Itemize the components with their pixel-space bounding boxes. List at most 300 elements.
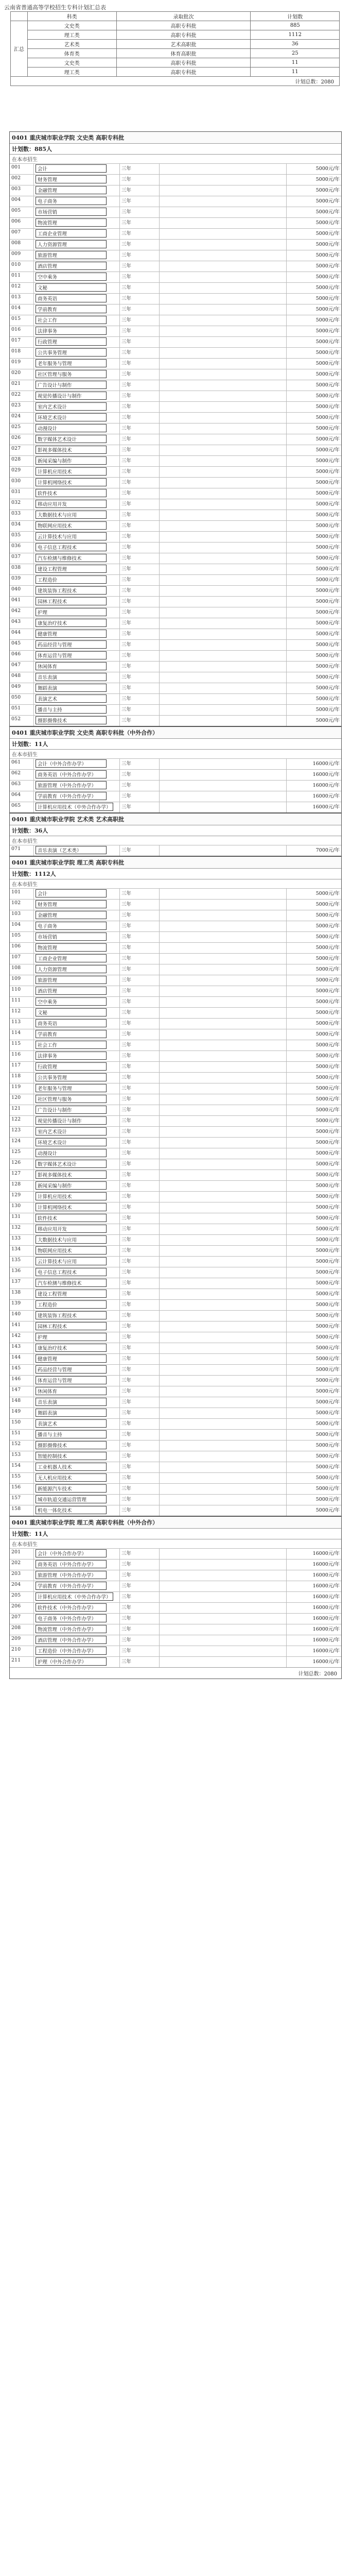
major-name-cell — [34, 1321, 120, 1332]
table-row — [10, 1170, 341, 1181]
table-row — [10, 921, 341, 932]
majors-table — [10, 845, 341, 856]
major-name: 移动应用开发 — [36, 1225, 107, 1233]
table-row — [10, 1419, 341, 1430]
major-name-cell — [34, 272, 120, 283]
major-name-cell — [34, 1549, 120, 1560]
table-row — [10, 1083, 341, 1094]
major-name-cell — [34, 1289, 120, 1300]
major-fee: 5000元/年 — [287, 348, 342, 359]
major-code: 050 — [10, 694, 34, 705]
major-note — [160, 1192, 287, 1202]
major-name: 社区管理与服务 — [36, 370, 107, 378]
major-name-cell — [34, 402, 120, 413]
major-fee: 5000元/年 — [287, 1138, 342, 1148]
summary-count: 885 — [251, 21, 340, 30]
major-years: 三年 — [120, 240, 160, 250]
major-years: 三年 — [120, 672, 160, 683]
major-note — [160, 1083, 287, 1094]
table-row — [10, 1105, 341, 1116]
major-fee: 5000元/年 — [287, 1386, 342, 1397]
major-years: 三年 — [120, 683, 160, 694]
major-fee: 5000元/年 — [287, 175, 342, 185]
major-code: 125 — [10, 1148, 34, 1159]
major-code: 152 — [10, 1440, 34, 1451]
major-name-cell — [34, 1192, 120, 1202]
summary-row — [11, 49, 340, 58]
major-note — [160, 1505, 287, 1516]
table-row — [10, 1657, 341, 1668]
major-years: 三年 — [120, 759, 160, 770]
major-fee: 5000元/年 — [287, 359, 342, 369]
major-note — [160, 337, 287, 348]
major-years: 三年 — [120, 413, 160, 423]
major-name: 园林工程技术 — [36, 1322, 107, 1330]
major-years: 三年 — [120, 1116, 160, 1127]
major-fee: 16000元/年 — [287, 1614, 342, 1624]
major-name: 旅游管理 — [36, 251, 107, 259]
major-code: 130 — [10, 1202, 34, 1213]
major-note — [160, 770, 287, 781]
major-name-cell — [34, 1614, 120, 1624]
major-code: 027 — [10, 445, 34, 456]
major-note — [160, 1062, 287, 1073]
major-name: 电子信息工程技术 — [36, 543, 107, 551]
major-code: 024 — [10, 413, 34, 423]
major-note — [160, 1430, 287, 1440]
major-note — [160, 889, 287, 900]
major-note — [160, 1419, 287, 1430]
major-name: 电子商务 — [36, 922, 107, 930]
major-code: 115 — [10, 1040, 34, 1051]
major-years: 三年 — [120, 1451, 160, 1462]
major-name: 学前教育（中外合作办学） — [36, 1582, 107, 1590]
major-note — [160, 932, 287, 943]
section-plan-count: 计划数：885人 — [10, 143, 341, 154]
major-name-cell — [34, 1235, 120, 1246]
major-years: 三年 — [120, 218, 160, 229]
major-note — [160, 1029, 287, 1040]
major-years: 三年 — [120, 304, 160, 315]
major-code: 140 — [10, 1311, 34, 1321]
major-name-cell — [34, 1570, 120, 1581]
major-fee: 5000元/年 — [287, 618, 342, 629]
major-code: 028 — [10, 456, 34, 467]
major-fee: 5000元/年 — [287, 716, 342, 726]
major-code: 150 — [10, 1419, 34, 1430]
major-note — [160, 1560, 287, 1570]
table-row — [10, 553, 341, 564]
major-fee: 5000元/年 — [287, 478, 342, 488]
major-fee: 5000元/年 — [287, 499, 342, 510]
major-name: 新闻采编与制作 — [36, 1181, 107, 1190]
major-name: 酒店管理 — [36, 262, 107, 270]
major-years: 三年 — [120, 1354, 160, 1365]
major-years: 三年 — [120, 1581, 160, 1592]
major-note — [160, 1376, 287, 1386]
major-years: 三年 — [120, 932, 160, 943]
major-code: 157 — [10, 1495, 34, 1505]
major-name-cell — [34, 1386, 120, 1397]
major-years: 三年 — [120, 1257, 160, 1267]
major-name-cell — [34, 607, 120, 618]
major-years: 三年 — [120, 1202, 160, 1213]
table-row — [10, 1440, 341, 1451]
major-name: 康复治疗技术 — [36, 619, 107, 627]
summary-category: 体育类 — [28, 49, 117, 58]
major-note — [160, 975, 287, 986]
major-years: 三年 — [120, 1343, 160, 1354]
summary-category: 理工类 — [28, 30, 117, 40]
major-name: 视觉传播设计与制作 — [36, 1116, 107, 1125]
major-code: 025 — [10, 423, 34, 434]
major-years: 三年 — [120, 1224, 160, 1235]
major-fee: 16000元/年 — [287, 1603, 342, 1614]
major-name: 视觉传播设计与制作 — [36, 392, 107, 400]
table-row — [10, 651, 341, 662]
major-fee: 5000元/年 — [287, 1008, 342, 1019]
major-code: 137 — [10, 1278, 34, 1289]
major-name: 社区管理与服务 — [36, 1095, 107, 1103]
major-name: 云计算技术与应用 — [36, 1257, 107, 1265]
major-note — [160, 683, 287, 694]
major-code: 138 — [10, 1289, 34, 1300]
major-name: 文秘 — [36, 1008, 107, 1016]
major-years: 三年 — [120, 910, 160, 921]
major-name-cell — [34, 326, 120, 337]
major-name: 药品经营与管理 — [36, 1365, 107, 1374]
major-code: 102 — [10, 900, 34, 910]
major-fee: 5000元/年 — [287, 1278, 342, 1289]
major-name: 计算机网络技术 — [36, 478, 107, 486]
major-years: 三年 — [120, 943, 160, 954]
major-code: 132 — [10, 1224, 34, 1235]
major-fee: 5000元/年 — [287, 597, 342, 607]
major-code: 131 — [10, 1213, 34, 1224]
table-row — [10, 770, 341, 781]
section-title: 0401 重庆城市职业学院 文史类 高职专科批 — [10, 132, 341, 143]
major-name: 会计 — [36, 164, 107, 173]
major-name: 建设工程管理 — [36, 1290, 107, 1298]
summary-count: 1112 — [251, 30, 340, 40]
major-name: 计算机应用技术 — [36, 467, 107, 476]
major-code: 108 — [10, 964, 34, 975]
major-note — [160, 1592, 287, 1603]
major-note — [160, 196, 287, 207]
major-name-cell — [34, 1451, 120, 1462]
major-fee: 16000元/年 — [287, 1560, 342, 1570]
major-name-cell — [34, 1592, 120, 1603]
major-fee: 5000元/年 — [287, 1019, 342, 1029]
major-years: 三年 — [120, 705, 160, 716]
major-name: 广告设计与制作 — [36, 1106, 107, 1114]
major-name-cell — [34, 900, 120, 910]
major-code: 111 — [10, 997, 34, 1008]
major-name-cell — [34, 575, 120, 586]
major-note — [160, 553, 287, 564]
major-name: 工商企业管理 — [36, 954, 107, 962]
summary-category: 文史类 — [28, 21, 117, 30]
major-fee: 5000元/年 — [287, 261, 342, 272]
major-name: 数字媒体艺术设计 — [36, 1160, 107, 1168]
major-code: 037 — [10, 553, 34, 564]
major-code: 004 — [10, 196, 34, 207]
major-years: 三年 — [120, 694, 160, 705]
major-note — [160, 1354, 287, 1365]
major-name-cell — [34, 315, 120, 326]
major-name: 休闲体育 — [36, 1387, 107, 1395]
table-row — [10, 1289, 341, 1300]
major-note — [160, 164, 287, 175]
major-years: 三年 — [120, 1376, 160, 1386]
major-name-cell — [34, 1354, 120, 1365]
major-note — [160, 359, 287, 369]
major-fee: 5000元/年 — [287, 564, 342, 575]
major-name: 室内艺术设计 — [36, 402, 107, 411]
major-fee: 5000元/年 — [287, 1430, 342, 1440]
major-name: 计算机应用技术 — [36, 1192, 107, 1200]
major-fee: 5000元/年 — [287, 1473, 342, 1484]
major-years: 三年 — [120, 488, 160, 499]
major-code: 015 — [10, 315, 34, 326]
major-code: 062 — [10, 770, 34, 781]
major-note — [160, 445, 287, 456]
major-name-cell — [34, 1376, 120, 1386]
major-name-cell — [34, 499, 120, 510]
major-note — [160, 607, 287, 618]
summary-header-cell: 计划数 — [251, 12, 340, 21]
table-row — [10, 759, 341, 770]
major-note — [160, 478, 287, 488]
major-name-cell — [34, 1073, 120, 1083]
major-name-cell — [34, 337, 120, 348]
major-note — [160, 910, 287, 921]
table-row — [10, 1029, 341, 1040]
major-note — [160, 1073, 287, 1083]
major-name-cell — [34, 1657, 120, 1668]
major-years: 三年 — [120, 1570, 160, 1581]
major-code: 210 — [10, 1646, 34, 1657]
major-name-cell — [34, 705, 120, 716]
major-note — [160, 423, 287, 434]
major-fee: 5000元/年 — [287, 1289, 342, 1300]
table-row — [10, 683, 341, 694]
major-note — [160, 229, 287, 240]
major-name-cell — [34, 975, 120, 986]
major-years: 三年 — [120, 1311, 160, 1321]
major-name: 护理 — [36, 608, 107, 616]
major-code: 061 — [10, 759, 34, 770]
major-name-cell — [34, 175, 120, 185]
major-years: 三年 — [120, 770, 160, 781]
major-code: 040 — [10, 586, 34, 597]
major-code: 103 — [10, 910, 34, 921]
table-row — [10, 694, 341, 705]
table-row — [10, 261, 341, 272]
major-code: 201 — [10, 1549, 34, 1560]
major-note — [160, 1289, 287, 1300]
major-name-cell — [34, 586, 120, 597]
major-name: 空中乘务 — [36, 273, 107, 281]
section-phase: 在本市招生 — [10, 879, 341, 888]
major-note — [160, 1040, 287, 1051]
table-row — [10, 1343, 341, 1354]
table-row — [10, 1073, 341, 1083]
table-row — [10, 791, 341, 802]
major-name-cell — [34, 1419, 120, 1430]
major-code: 052 — [10, 716, 34, 726]
major-fee: 16000元/年 — [287, 1581, 342, 1592]
table-row — [10, 662, 341, 672]
major-name-cell — [34, 1484, 120, 1495]
major-note — [160, 1440, 287, 1451]
major-fee: 5000元/年 — [287, 521, 342, 532]
major-fee: 5000元/年 — [287, 1300, 342, 1311]
table-row — [10, 1278, 341, 1289]
major-name: 健康管理 — [36, 630, 107, 638]
major-years: 三年 — [120, 553, 160, 564]
major-name: 影视多媒体技术 — [36, 446, 107, 454]
major-note — [160, 218, 287, 229]
major-name-cell — [34, 1051, 120, 1062]
major-name-cell — [34, 1495, 120, 1505]
major-name-cell — [34, 1300, 120, 1311]
major-name: 空中乘务 — [36, 997, 107, 1006]
major-note — [160, 391, 287, 402]
major-fee: 5000元/年 — [287, 456, 342, 467]
table-row — [10, 185, 341, 196]
major-fee: 16000元/年 — [287, 770, 342, 781]
major-name-cell — [34, 1008, 120, 1019]
major-name-cell — [34, 1440, 120, 1451]
major-note — [160, 532, 287, 543]
table-row — [10, 337, 341, 348]
major-years: 三年 — [120, 1430, 160, 1440]
major-note — [160, 716, 287, 726]
major-code: 209 — [10, 1635, 34, 1646]
table-row — [10, 1473, 341, 1484]
major-years: 三年 — [120, 629, 160, 640]
major-years: 三年 — [120, 975, 160, 986]
major-fee: 5000元/年 — [287, 240, 342, 250]
major-name-cell — [34, 488, 120, 499]
major-name-cell — [34, 716, 120, 726]
major-name: 法律事务 — [36, 1052, 107, 1060]
table-row — [10, 997, 341, 1008]
major-name-cell — [34, 164, 120, 175]
major-code: 144 — [10, 1354, 34, 1365]
major-years: 三年 — [120, 315, 160, 326]
major-fee: 5000元/年 — [287, 250, 342, 261]
table-row — [10, 207, 341, 218]
table-row — [10, 1051, 341, 1062]
table-row — [10, 1138, 341, 1148]
summary-batch: 高职专科批 — [116, 67, 251, 77]
major-fee: 5000元/年 — [287, 1148, 342, 1159]
major-code: 026 — [10, 434, 34, 445]
major-name: 市场营销 — [36, 208, 107, 216]
table-row — [10, 1495, 341, 1505]
major-name-cell — [34, 997, 120, 1008]
major-note — [160, 1008, 287, 1019]
major-name-cell — [34, 1505, 120, 1516]
table-row — [10, 532, 341, 543]
major-name-cell — [34, 1138, 120, 1148]
major-name-cell — [34, 456, 120, 467]
major-code: 107 — [10, 954, 34, 964]
major-years: 三年 — [120, 1267, 160, 1278]
table-row — [10, 1505, 341, 1516]
major-years: 三年 — [120, 597, 160, 607]
major-name-cell — [34, 1408, 120, 1419]
major-name-cell — [34, 921, 120, 932]
major-code: 211 — [10, 1657, 34, 1668]
major-name-cell — [34, 1332, 120, 1343]
major-fee: 5000元/年 — [287, 380, 342, 391]
major-note — [160, 1181, 287, 1192]
major-years: 三年 — [120, 1159, 160, 1170]
table-row — [10, 781, 341, 791]
major-years: 三年 — [120, 640, 160, 651]
major-years: 三年 — [120, 618, 160, 629]
major-name: 体育运营与管理 — [36, 1376, 107, 1384]
major-years: 三年 — [120, 1083, 160, 1094]
major-fee: 5000元/年 — [287, 1170, 342, 1181]
major-name: 工商企业管理 — [36, 229, 107, 238]
major-years: 三年 — [120, 1062, 160, 1073]
major-note — [160, 1170, 287, 1181]
major-fee: 5000元/年 — [287, 683, 342, 694]
major-name-cell — [34, 1094, 120, 1105]
major-years: 三年 — [120, 1614, 160, 1624]
major-fee: 16000元/年 — [287, 1635, 342, 1646]
major-years: 三年 — [120, 997, 160, 1008]
major-fee: 5000元/年 — [287, 185, 342, 196]
major-fee: 5000元/年 — [287, 532, 342, 543]
major-note — [160, 1138, 287, 1148]
major-fee: 5000元/年 — [287, 1040, 342, 1051]
major-note — [160, 1159, 287, 1170]
major-fee: 5000元/年 — [287, 1376, 342, 1386]
table-row — [10, 175, 341, 185]
major-fee: 5000元/年 — [287, 434, 342, 445]
major-note — [160, 618, 287, 629]
major-note — [160, 413, 287, 423]
table-row — [10, 1570, 341, 1581]
major-name: 软件技术（中外合作办学） — [36, 1603, 107, 1612]
major-name: 物联网应用技术 — [36, 1246, 107, 1255]
major-fee: 5000元/年 — [287, 1495, 342, 1505]
major-note — [160, 1019, 287, 1029]
major-code: 064 — [10, 791, 34, 802]
major-note — [160, 1321, 287, 1332]
major-years: 三年 — [120, 348, 160, 359]
major-fee: 5000元/年 — [287, 629, 342, 640]
major-name: 老年服务与管理 — [36, 359, 107, 367]
major-name: 摄影摄像技术 — [36, 716, 107, 724]
major-code: 051 — [10, 705, 34, 716]
major-fee: 5000元/年 — [287, 229, 342, 240]
major-years: 三年 — [120, 900, 160, 910]
major-name-cell — [34, 413, 120, 423]
major-fee: 5000元/年 — [287, 510, 342, 521]
major-fee: 5000元/年 — [287, 705, 342, 716]
table-row — [10, 575, 341, 586]
table-row — [10, 705, 341, 716]
major-code: 105 — [10, 932, 34, 943]
major-years: 三年 — [120, 1408, 160, 1419]
major-code: 139 — [10, 1300, 34, 1311]
